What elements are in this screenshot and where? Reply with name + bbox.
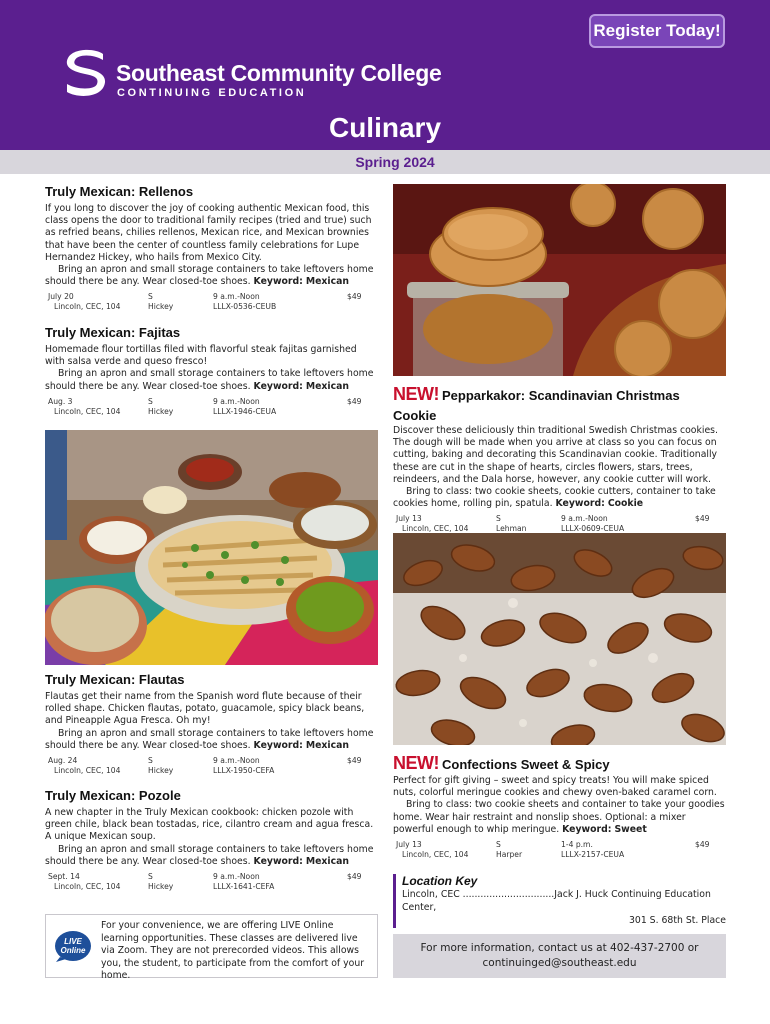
schedule-price: $49 [347,756,362,766]
mexican-food-photo [45,430,378,665]
course-pozole [45,788,378,894]
spiced-nuts-photo [393,533,726,745]
course-title: Truly Mexican: Pozole [45,788,181,803]
location-key-line2: 301 S. 68th St. Place [628,915,726,926]
schedule-instructor: Hickey [148,882,174,892]
schedule-date: July 13 [396,514,422,524]
schedule-code: LLLX-1641-CEFA [213,882,275,892]
schedule-location: Lincoln, CEC, 104 [402,524,469,534]
bring-text: Bring to class: two cookie sheets, cookie cutters, container to take cookies home, rolling pin, spatula. [393,486,716,510]
live-online-text: For your convenience, we are offering LIVE Online learning opportunities. These classes are delivered live via Zoom. They are not prerecorded videos. This allows you, the student, to participate from the comfort of your home. [101,920,365,982]
new-badge: NEW! [393,384,439,404]
live-logo-line1: LIVE [64,937,82,946]
college-name: Southeast Community College [116,60,442,86]
keyword-value: Mexican [305,739,349,751]
course-pepparkakor [393,384,726,536]
bring-paragraph [45,728,378,752]
schedule-row [45,872,378,894]
schedule-time: 1-4 p.m. [561,840,593,850]
live-online-box [45,914,378,982]
schedule-row [45,756,378,778]
schedule-time: 9 a.m.-Noon [213,396,260,406]
bring-text: Bring to class: two cookie sheets and container to take your goodies home. Wear hair restraint and nonslip shoes. Optional: a mixer powerful enough to whip meringue. [393,799,725,835]
bring-paragraph [45,264,378,288]
schedule-date: July 20 [48,292,74,302]
bring-paragraph [393,799,726,836]
keyword-label: Keyword: [253,276,303,288]
description-text: Homemade flour tortillas filed with flavorful steak fajitas garnished with salsa verde and queso fresco! [45,344,357,368]
schedule-day: S [148,396,153,406]
schedule-time: 9 a.m.-Noon [213,756,260,766]
keyword-label: Keyword: [555,498,605,510]
new-badge: NEW! [393,753,439,773]
bring-text: Bring an apron and small storage containers to take leftovers home should there be any. Wear closed-toe shoes. [45,264,374,288]
bring-text: Bring an apron and small storage containers to take leftovers home should there be any. Wear closed-toe shoes. [45,727,374,751]
course-description [45,691,378,752]
course-title: Pepparkakor: Scandinavian Christmas Cookie [393,388,680,423]
schedule-code: LLLX-0609-CEUA [561,524,625,534]
schedule-instructor: Lehman [496,524,527,534]
course-title: Truly Mexican: Flautas [45,672,185,687]
schedule-time: 9 a.m.-Noon [561,514,608,524]
header-banner [0,0,770,150]
schedule-time: 9 a.m.-Noon [213,872,260,882]
description-text: Flautas get their name from the Spanish word flute because of their rolled shape. Chicken flautas, potato, guacamole, spicy black beans, and Pineapple Agua Fresca. Oh my! [45,691,365,727]
schedule-instructor: Hickey [148,766,174,776]
course-fajitas [45,325,378,419]
description-text: If you long to discover the joy of cooking authentic Mexican food, this class opens the door to traditional family recipes (tried and true) such as refried beans, chilies rellenos, Mexican rice, and Mexican brownies that have been the center of countless family celebrations for Lupe Hernandez Hickey, who hails from Mexico City. [45,203,372,263]
cookie-jar-photo [393,184,726,376]
schedule-price: $49 [695,840,710,850]
keyword-label: Keyword: [253,380,303,392]
course-description [393,425,726,510]
schedule-location: Lincoln, CEC, 104 [54,302,121,312]
location-key-title: Location Key [402,874,478,888]
course-description [393,775,726,836]
schedule-code: LLLX-2157-CEUA [561,850,625,860]
schedule-location: Lincoln, CEC, 104 [54,406,121,416]
description-text: Perfect for gift giving – sweet and spicy treats! You will make spiced nuts, colorful meringue cookies and chewy oven-baked caramel corn. [393,775,717,799]
schedule-instructor: Harper [496,850,523,860]
schedule-day: S [496,514,501,524]
schedule-row [45,397,378,419]
description-text: A new chapter in the Truly Mexican cookbook: chicken pozole with green chile, black bean tostadas, rice, cilantro cream and agua fresca. A unique Mexican soup. [45,807,374,843]
keyword-value: Cookie [607,498,644,510]
live-online-logo-icon [54,929,92,963]
schedule-code: LLLX-1950-CEFA [213,766,275,776]
keyword-value: Sweet [614,823,647,835]
keyword-value: Mexican [305,380,349,392]
schedule-day: S [496,840,501,850]
schedule-price: $49 [695,514,710,524]
schedule-price: $49 [347,396,362,406]
bring-paragraph [45,844,378,868]
schedule-time: 9 a.m.-Noon [213,292,260,302]
keyword-value: Mexican [305,855,349,867]
keyword-value: Mexican [305,276,349,288]
schedule-day: S [148,756,153,766]
course-title: Confections Sweet & Spicy [442,757,610,772]
schedule-instructor: Hickey [148,406,174,416]
course-description [45,203,378,288]
keyword-label: Keyword: [562,823,612,835]
college-logo-icon [63,48,107,96]
schedule-code: LLLX-1946-CEUA [213,406,277,416]
bring-paragraph [45,368,378,392]
season-band [0,150,770,174]
schedule-day: S [148,292,153,302]
schedule-row [45,292,378,314]
course-heading [393,384,726,424]
schedule-location: Lincoln, CEC, 104 [54,766,121,776]
course-confections [393,753,726,862]
course-rellenos [45,184,378,314]
schedule-code: LLLX-0536-CEUB [213,302,277,312]
location-key [393,874,726,928]
course-title: Truly Mexican: Rellenos [45,184,194,199]
course-heading [393,753,726,774]
schedule-date: Aug. 24 [48,756,78,766]
keyword-label: Keyword: [253,739,303,751]
register-button[interactable]: Register Today! [589,14,725,48]
bring-text: Bring an apron and small storage containers to take leftovers home should there be any. Wear closed-toe shoes. [45,843,374,867]
schedule-date: July 13 [396,840,422,850]
schedule-location: Lincoln, CEC, 104 [402,850,469,860]
schedule-price: $49 [347,292,362,302]
schedule-date: Aug. 3 [48,396,73,406]
schedule-location: Lincoln, CEC, 104 [54,882,121,892]
live-logo-line2: Online [60,946,86,955]
page-title: Culinary [328,112,442,143]
schedule-date: Sept. 14 [48,872,80,882]
course-flautas [45,672,378,778]
location-key-line1: Lincoln, CEC ...............................Jack J. Huck Continuing Education Center, [402,889,711,913]
course-description [45,344,378,393]
schedule-price: $49 [347,872,362,882]
bring-paragraph [393,486,726,510]
keyword-label: Keyword: [253,855,303,867]
schedule-day: S [148,872,153,882]
contact-line1: For more information, contact us at 402-437-2700 or [420,942,699,954]
season-label: Spring 2024 [355,154,435,170]
schedule-instructor: Hickey [148,302,174,312]
bring-text: Bring an apron and small storage containers to take leftovers home should there be any. Wear closed-toe shoes. [45,368,374,392]
course-description [45,807,378,868]
college-subtitle: CONTINUING EDUCATION [117,87,307,99]
schedule-row [393,840,726,862]
contact-email[interactable]: continuinged@southeast.edu [482,957,637,969]
contact-box [393,934,726,978]
description-text: Discover these deliciously thin traditional Swedish Christmas cookies. The dough will be made when you arrive at class so you can focus on cutting, baking and decorating this Scandinavian cookie. Traditionally these are cut in the shape of hearts, circles flowers, stars, trees, reindeers, and the Dala horse, however, any cookie cutter will work. [393,425,718,485]
course-title: Truly Mexican: Fajitas [45,325,181,340]
